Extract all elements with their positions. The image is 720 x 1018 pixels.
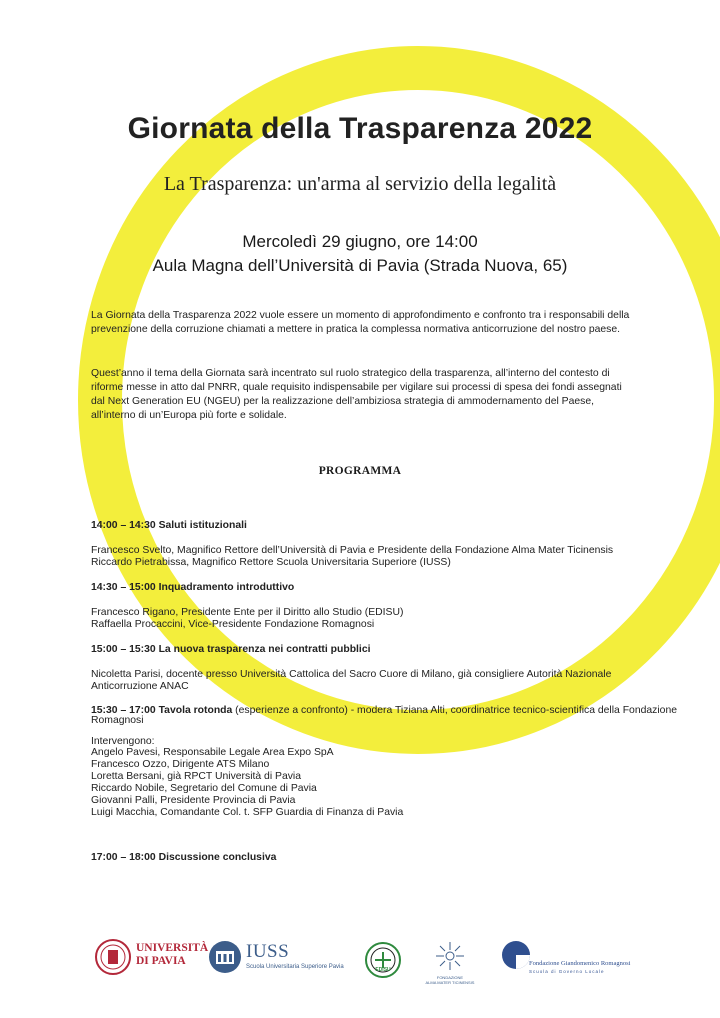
- session-4-description: (esperienze a confronto) - modera Tiziana Alti, coordinatrice tecnico-scientifica della Fondazione: [232, 705, 678, 716]
- session-3-speaker-2: Anticorruzione ANAC: [91, 681, 189, 692]
- session-4-intro: Intervengono:: [91, 736, 155, 747]
- event-date-time: Mercoledì 29 giugno, ore 14:00: [242, 232, 478, 251]
- romagnosi-name: Fondazione Giandomenico Romagnosi: [529, 960, 631, 967]
- edisu-emblem-icon: [364, 941, 402, 979]
- event-venue: Aula Magna dell’Università di Pavia (Strada Nuova, 65): [152, 256, 568, 275]
- page-title: Giornata della Trasparenza 2022: [127, 112, 593, 145]
- iuss-logo: [208, 940, 348, 980]
- speaker-item: Francesco Ozzo, Dirigente ATS Milano: [91, 759, 270, 770]
- session-1-title: 14:00 – 14:30 Saluti istituzionali: [91, 520, 247, 531]
- speaker-item: Loretta Bersani, già RPCT Università di Pavia: [91, 771, 302, 782]
- speaker-item: Giovanni Palli, Presidente Provincia di Pavia: [91, 795, 296, 806]
- session-4-time: 15:30 – 17:00: [91, 705, 156, 716]
- edisu-label: EDISU: [375, 967, 391, 973]
- romagnosi-emblem-icon: [501, 940, 531, 970]
- session-3-speaker-1: Nicoletta Parisi, docente presso Università Cattolica del Sacro Cuore di Milano, già consigliere Autorità Nazionale: [91, 669, 612, 680]
- unipv-name-line-1: UNIVERSITÀ: [136, 942, 209, 954]
- alma-mater-emblem-icon: [430, 938, 470, 974]
- speaker-item: Luigi Macchia, Comandante Col. t. SFP Guardia di Finanza di Pavia: [91, 807, 404, 818]
- iuss-name: IUSS: [246, 941, 290, 962]
- intro-paragraph-2: Quest’anno il tema della Giornata sarà incentrato sul ruolo strategico della trasparenza, all’interno del contesto di riforme messe in atto dal PNRR, quale requisito indispensabile per vigilare sui processi di spesa dei fondi assegnati dal Next Generation EU (NGEU) per la realizzazione dell’ambiziosa strategia di ammodernamento del Paese, all’interno di un’Europa più forte e solidale.: [91, 368, 622, 421]
- session-5-title: 17:00 – 18:00 Discussione conclusiva: [91, 852, 277, 863]
- session-2-speaker-2: Raffaella Procaccini, Vice-Presidente Fondazione Romagnosi: [91, 619, 375, 630]
- intro-paragraph-1: La Giornata della Trasparenza 2022 vuole essere un momento di approfondimento e confronto tra i responsabili della prevenzione della corruzione chiamati a mettere in pratica la complessa normativa anticorruzione del nostro paese.: [91, 310, 630, 335]
- programme-heading: PROGRAMMA: [318, 465, 402, 477]
- session-4-description-cont: Romagnosi: [91, 715, 144, 726]
- unipv-seal-icon: [94, 938, 132, 976]
- session-1-speaker-1: Francesco Svelto, Magnifico Rettore dell’Università di Pavia e Presidente della Fondazione Alma Mater Ticinensis: [91, 545, 614, 556]
- iuss-subtitle: Scuola Universitaria Superiore Pavia: [246, 964, 344, 970]
- alma-mater-label: FONDAZIONE ALMA MATER TICINENSIS: [425, 975, 475, 985]
- speaker-item: Angelo Pavesi, Responsabile Legale Area Expo SpA: [91, 747, 334, 758]
- alma-mater-logo: [425, 938, 475, 988]
- universita-pavia-logo: [94, 938, 209, 978]
- session-1-speaker-2: Riccardo Pietrabissa, Magnifico Rettore Scuola Universitaria Superiore (IUSS): [91, 557, 451, 568]
- fondazione-romagnosi-logo: [501, 940, 651, 980]
- edisu-logo: [364, 941, 404, 981]
- romagnosi-subtitle: Scuola di Governo Locale: [529, 969, 605, 974]
- session-3-title: 15:00 – 15:30 La nuova trasparenza nei contratti pubblici: [91, 644, 371, 655]
- session-2-title: 14:30 – 15:00 Inquadramento introduttivo: [91, 582, 295, 593]
- session-2-speaker-1: Francesco Rigano, Presidente Ente per il Diritto allo Studio (EDISU): [91, 607, 404, 618]
- speaker-item: Riccardo Nobile, Segretario del Comune di Pavia: [91, 783, 317, 794]
- unipv-name-line-2: DI PAVIA: [136, 955, 186, 967]
- iuss-emblem-icon: [208, 940, 242, 974]
- page-subtitle: La Trasparenza: un'arma al servizio della legalità: [163, 173, 557, 195]
- session-4-name: Tavola rotonda: [155, 705, 233, 716]
